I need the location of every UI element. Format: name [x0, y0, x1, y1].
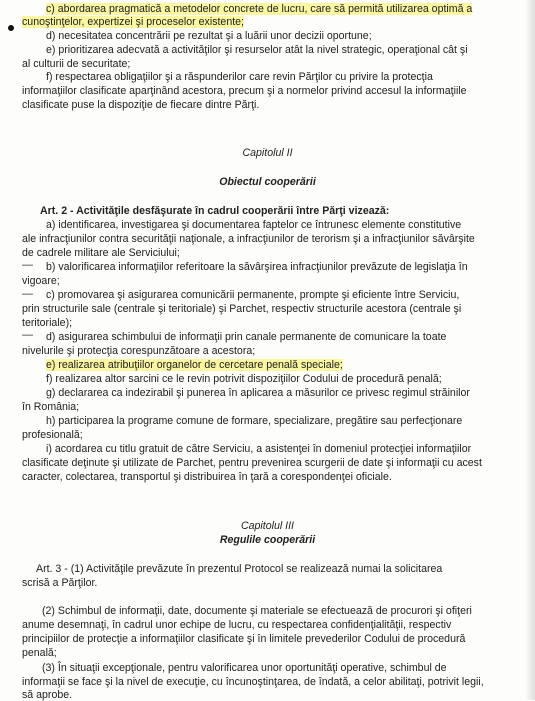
margin-dash-b: — [22, 259, 33, 271]
item-d-line1: d) necesitatea concentrării pe rezultat şi a luării unor decizii oportune; [46, 30, 372, 42]
art2-g-line1: g) declararea ca indezirabil şi punerea în aplicarea a măsurilor ce privesc regimul străinilor [46, 387, 470, 399]
art2-b-line1: b) valorificarea informaţiilor referitoare la săvârşirea infracţiunilor prevăzute de legislaţia în [46, 261, 468, 273]
art3-p2-line1: (2) Schimbul de informaţii, date, documente şi materiale se efectuează de procurori şi ofiţeri [42, 605, 472, 617]
art2-a-line1: a) identificarea, investigarea şi documentarea faptelor ce întrunesc elemente constitutive [46, 219, 462, 231]
art2-c-line2: prin structurile sale (centrale şi teritoriale) şi Parchet, respectiv structurile acestora (centrale şi [22, 303, 462, 315]
art2-d-line1: d) asigurarea schimbului de informaţii prin canale permanente de comunicare la toate [46, 331, 447, 343]
margin-dash-d: — [22, 329, 33, 341]
page-edge-shadow [525, 0, 535, 700]
art2-a-line3: de cadrele militare ale Serviciului; [22, 247, 180, 259]
art2-c-line3: teritoriale); [22, 317, 73, 329]
article-2-heading: Art. 2 - Activităţile desfăşurate în cadrul cooperării între Părţi vizează: [40, 205, 390, 217]
item-f-line1: f) respectarea obligaţiilor şi a răspunderilor care revin Părţilor cu privire la protecţia [46, 71, 433, 83]
chapter-2-subtitle: Obiectul cooperării [219, 176, 316, 188]
item-e-line2: al culturii de securitate; [22, 58, 131, 70]
art2-g-line2: în România; [22, 401, 80, 413]
item-f-line2: informaţiilor clasificate aparţinând acestora, precum şi a normelor privind accesul la informaţiile [22, 85, 467, 97]
art2-c-line1: c) promovarea şi asigurarea comunicării permanente, prompte şi eficiente între Serviciu, [46, 289, 460, 301]
art2-d-line2: nivelurile şi protecţia corespunzătoare a acestora; [22, 345, 256, 357]
margin-dash-c: — [22, 288, 33, 300]
art2-h-line2: profesională; [22, 429, 83, 441]
art2-i-line1: i) acordarea cu titlu gratuit de către Serviciu, a asistenţei în domeniul protecţiei informaţiilor [46, 443, 472, 455]
art3-p3-line2: informaţii se face şi la nivel de execuţie, cu încunoştinţarea, de îndată, a celor abilitaţi, potrivit legii, [22, 676, 484, 688]
art2-f-line1: f) realizarea altor sarcini ce le revin potrivit dispoziţiilor Codului de procedură penală; [46, 373, 442, 385]
art2-i-line3: caracter, colectarea, transportul şi distribuirea în ţară a corespondenţei oficiale. [22, 471, 392, 483]
art3-p1-line2: scrisă a Părţilor. [22, 577, 98, 589]
art3-p2-line3: principiilor de protecţie a informaţiilor clasificate şi în limitele prevederilor Codului de procedură [22, 633, 466, 645]
chapter-3-subtitle: Regulile cooperării [219, 534, 316, 546]
art3-p1-line1: Art. 3 - (1) Activităţile prevăzute în prezentul Protocol se realizează numai la solicitarea [36, 563, 443, 575]
art3-p3-line3: să aprobe. [22, 689, 73, 701]
art2-a-line2: ale infracţiunilor contra securităţii naţionale, a infracţiunilor de terorism şi a infracţiunilor săvârşite [22, 233, 475, 245]
art3-p2-line4: penală; [22, 647, 57, 659]
art2-i-line2: clasificate deţinute şi utilizate de Parchet, pentru prevenirea scurgerii de date şi informaţii cu acest [22, 457, 482, 469]
art2-e-line1: e) realizarea atribuţiilor organelor de cercetare penală speciale; [46, 359, 343, 371]
punch-hole-mark [8, 25, 14, 31]
item-c-line2: cunoştinţelor, expertizei şi proceselor existente; [22, 16, 244, 28]
art2-b-line2: vigoare; [22, 275, 60, 287]
chapter-2-title: Capitolul II [242, 147, 293, 159]
item-c-line1: c) abordarea pragmatică a metodelor concrete de lucru, care să permită utilizarea optimă a [46, 3, 473, 15]
art3-p2-line2: anume desemnaţi, în cadrul unor echipe de lucru, cu respectarea confidenţialităţii, respectiv [22, 619, 452, 631]
item-e-line1: e) prioritizarea adecvată a activităţilor şi resurselor atât la nivel strategic, operaţional cât şi [46, 44, 468, 56]
item-f-line3: clasificate puse la dispoziţie de fiecare dintre Părţi. [22, 99, 260, 111]
art3-p3-line1: (3) În situaţii excepţionale, pentru valorificarea unor oportunităţi operative, schimbul de [42, 662, 447, 674]
art2-h-line1: h) participarea la programe comune de formare, specializare, pregătire sau perfecţionare [46, 415, 463, 427]
chapter-3-title: Capitolul III [241, 520, 294, 532]
